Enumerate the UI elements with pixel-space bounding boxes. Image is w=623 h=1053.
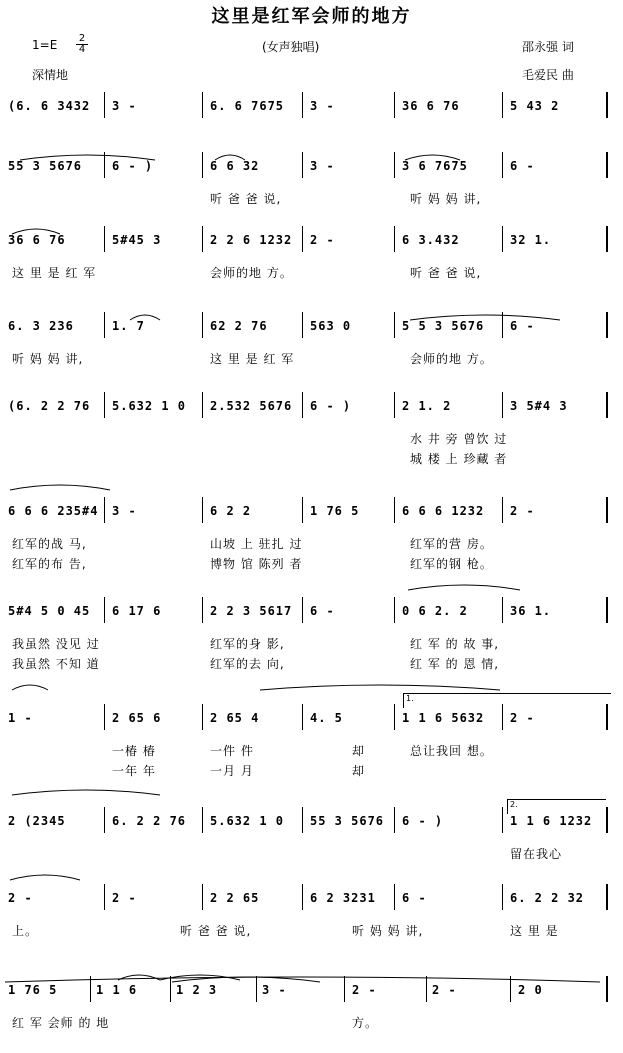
lyric-text: 上。: [12, 924, 39, 938]
time-top: 2: [78, 33, 86, 44]
barline: [104, 92, 105, 118]
slur-arc: [10, 875, 80, 880]
lyric-text: 一月 月: [210, 764, 254, 778]
barline: [202, 704, 203, 730]
barline: [606, 884, 608, 910]
barline: [502, 392, 503, 418]
lyric-text: 听 妈 妈 讲,: [410, 192, 482, 206]
lyric-line: [0, 845, 623, 863]
barline: [394, 226, 395, 252]
measure-notes: 3 -: [112, 99, 137, 113]
measure-notes: 6 -: [310, 604, 335, 618]
barline: [606, 92, 608, 118]
measure-notes: 6 -: [510, 159, 535, 173]
measure-notes: 6 2 2: [210, 504, 252, 518]
measure-notes: 2 65 4: [210, 711, 260, 725]
volta-bracket: 2.: [507, 799, 606, 814]
measure-notes: 1 1 6 5632: [402, 711, 485, 725]
barline: [426, 976, 427, 1002]
measure-notes: 3 -: [310, 159, 335, 173]
lyric-text: 留在我心: [510, 847, 563, 861]
barline: [344, 976, 345, 1002]
measure-notes: 5#4 5 0 45: [8, 604, 91, 618]
lyric-line: [0, 450, 623, 468]
barline: [104, 392, 105, 418]
measure-notes: 6 2 3231: [310, 891, 376, 905]
time-signature: [76, 34, 88, 55]
measure-notes: 32 1.: [510, 233, 552, 247]
lyric-line: [0, 264, 623, 282]
barline: [302, 884, 303, 910]
lyric-text: 红 军 的 恩 情,: [410, 657, 500, 671]
barline: [302, 704, 303, 730]
barline: [104, 704, 105, 730]
lyric-line: [0, 350, 623, 368]
measure-notes: 1 2 3: [176, 983, 218, 997]
notation-line: [0, 158, 623, 182]
measure-notes: 1 -: [8, 711, 33, 725]
lyric-text: 听 妈 妈 讲,: [12, 352, 84, 366]
notation-line: [0, 710, 623, 734]
lyric-line: [0, 742, 623, 760]
slur-arc: [12, 790, 160, 795]
barline: [104, 152, 105, 178]
slur-arc: [260, 685, 500, 690]
lyric-text: 方。: [352, 1016, 379, 1030]
barline: [502, 152, 503, 178]
barline: [394, 704, 395, 730]
measure-notes: 6 -: [402, 891, 427, 905]
lyric-text: 却: [352, 764, 366, 778]
notation-line: [0, 813, 623, 837]
barline: [302, 92, 303, 118]
lyric-text: 一件 件: [210, 744, 254, 758]
measure-notes: 2 1. 2: [402, 399, 452, 413]
lyric-text: 红军的营 房。: [410, 537, 493, 551]
measure-notes: 2 -: [510, 504, 535, 518]
key-text: 1=E: [32, 38, 58, 52]
measure-notes: 6 3.432: [402, 233, 460, 247]
lyric-text: 听 爸 爸 说,: [180, 924, 252, 938]
barline: [202, 884, 203, 910]
composer-credit: 毛爱民 曲: [522, 68, 574, 82]
measure-notes: 36 6 76: [8, 233, 66, 247]
measure-notes: 3 6 7675: [402, 159, 468, 173]
barline: [394, 497, 395, 523]
measure-notes: 2 -: [352, 983, 377, 997]
notation-line: [0, 318, 623, 342]
lyric-line: [0, 430, 623, 448]
measure-notes: 36 6 76: [402, 99, 460, 113]
measure-notes: 2 65 6: [112, 711, 162, 725]
barline: [104, 884, 105, 910]
barline: [394, 92, 395, 118]
barline: [170, 976, 171, 1002]
measure-notes: 6. 3 236: [8, 319, 74, 333]
measure-notes: 6. 2 2 32: [510, 891, 585, 905]
slur-arc: [12, 685, 48, 690]
barline: [302, 312, 303, 338]
measure-notes: 2 0: [518, 983, 543, 997]
measure-notes: 5.632 1 0: [210, 814, 285, 828]
barline: [104, 226, 105, 252]
tempo-marking: 深情地: [32, 68, 69, 82]
lyric-text: 红军的钢 枪。: [410, 557, 493, 571]
lyric-text: 一年 年: [112, 764, 156, 778]
measure-notes: 6. 6 7675: [210, 99, 285, 113]
barline: [394, 807, 395, 833]
barline: [394, 884, 395, 910]
lyric-text: 听 爸 爸 说,: [410, 266, 482, 280]
lyric-text: 我虽然 不知 道: [12, 657, 100, 671]
measure-notes: 2 2 6 1232: [210, 233, 293, 247]
barline: [302, 807, 303, 833]
barline: [394, 392, 395, 418]
lyric-text: 总让我回 想。: [410, 744, 493, 758]
barline: [510, 976, 511, 1002]
measure-notes: 6 - ): [310, 399, 352, 413]
measure-notes: 1. 7: [112, 319, 145, 333]
measure-notes: 1 76 5: [310, 504, 360, 518]
barline: [256, 976, 257, 1002]
measure-notes: 6 - ): [112, 159, 154, 173]
measure-notes: 6 6 6 1232: [402, 504, 485, 518]
notation-line: [0, 98, 623, 122]
measure-notes: 2 -: [432, 983, 457, 997]
barline: [104, 597, 105, 623]
lyric-line: [0, 655, 623, 673]
lyric-text: 城 楼 上 珍藏 者: [410, 452, 508, 466]
lyric-line: [0, 1014, 623, 1032]
lyric-text: 红 军 会师 的 地: [12, 1016, 110, 1030]
measure-notes: 62 2 76: [210, 319, 268, 333]
lyric-line: [0, 555, 623, 573]
measure-notes: 2 2 3 5617: [210, 604, 293, 618]
slur-arc: [118, 975, 160, 980]
measure-notes: 6 - ): [402, 814, 444, 828]
barline: [606, 597, 608, 623]
barline: [606, 226, 608, 252]
measure-notes: 3 5#4 3: [510, 399, 568, 413]
barline: [502, 92, 503, 118]
barline: [202, 392, 203, 418]
barline: [606, 976, 608, 1002]
lyric-text: 一椿 椿: [112, 744, 156, 758]
measure-notes: 2 -: [510, 711, 535, 725]
barline: [606, 392, 608, 418]
measure-notes: 2 2 65: [210, 891, 260, 905]
lyric-line: [0, 190, 623, 208]
lyric-text: 听 爸 爸 说,: [210, 192, 282, 206]
lyric-text: 听 妈 妈 讲,: [352, 924, 424, 938]
barline: [104, 497, 105, 523]
lyric-text: 红军的去 向,: [210, 657, 285, 671]
lyric-text: 红军的战 马,: [12, 537, 87, 551]
barline: [202, 497, 203, 523]
volta-bracket: 1.: [403, 693, 611, 708]
lyric-line: [0, 635, 623, 653]
barline: [394, 597, 395, 623]
measure-notes: 1 76 5: [8, 983, 58, 997]
measure-notes: 5 43 2: [510, 99, 560, 113]
measure-notes: 3 -: [310, 99, 335, 113]
lyric-text: 会师的地 方。: [410, 352, 493, 366]
barline: [302, 226, 303, 252]
notation-line: [0, 398, 623, 422]
lyric-text: 却: [352, 744, 366, 758]
notation-line: [0, 890, 623, 914]
barline: [394, 152, 395, 178]
barline: [202, 152, 203, 178]
measure-notes: 2 -: [112, 891, 137, 905]
lyric-text: 我虽然 没见 过: [12, 637, 100, 651]
measure-notes: 5.632 1 0: [112, 399, 187, 413]
barline: [90, 976, 91, 1002]
measure-notes: 6 6 32: [210, 159, 260, 173]
measure-notes: 5 5 3 5676: [402, 319, 485, 333]
measure-notes: 6 6 6 235#4: [8, 504, 99, 518]
measure-notes: 4. 5: [310, 711, 343, 725]
barline: [606, 152, 608, 178]
barline: [104, 807, 105, 833]
slur-arc: [160, 975, 240, 980]
lyric-line: [0, 535, 623, 553]
song-title: 这里是红军会师的地方: [211, 6, 412, 27]
measure-notes: 55 3 5676: [8, 159, 83, 173]
notation-line: [0, 232, 623, 256]
notation-line: [0, 503, 623, 527]
measure-notes: (6. 6 3432: [8, 99, 91, 113]
measure-notes: 1 1 6 1232: [510, 814, 593, 828]
measure-notes: 5#45 3: [112, 233, 162, 247]
barline: [606, 497, 608, 523]
key-signature: [32, 38, 57, 52]
measure-notes: 3 -: [262, 983, 287, 997]
measure-notes: 563 0: [310, 319, 352, 333]
time-bottom: 4: [76, 44, 88, 55]
barline: [302, 497, 303, 523]
barline: [202, 807, 203, 833]
barline: [606, 312, 608, 338]
lyricist-credit: 邵永强 词: [522, 40, 574, 54]
barline: [606, 807, 608, 833]
barline: [202, 226, 203, 252]
lyric-line: [0, 922, 623, 940]
measure-notes: 2 -: [8, 891, 33, 905]
lyric-text: 这 里 是 红 军: [210, 352, 295, 366]
barline: [502, 226, 503, 252]
barline: [502, 597, 503, 623]
measure-notes: 36 1.: [510, 604, 552, 618]
lyric-text: 会师的地 方。: [210, 266, 293, 280]
notation-line: [0, 603, 623, 627]
measure-notes: 2 -: [310, 233, 335, 247]
lyric-text: 博物 馆 陈列 者: [210, 557, 303, 571]
lyric-text: 红军的布 告,: [12, 557, 87, 571]
lyric-line: [0, 762, 623, 780]
barline: [202, 312, 203, 338]
measure-notes: 2.532 5676: [210, 399, 293, 413]
barline: [104, 312, 105, 338]
performance-note: (女声独唱): [262, 40, 320, 54]
measure-notes: 55 3 5676: [310, 814, 385, 828]
notation-line: [0, 982, 623, 1006]
barline: [502, 807, 503, 833]
barline: [502, 497, 503, 523]
measure-notes: (6. 2 2 76: [8, 399, 91, 413]
measure-notes: 1 1 6: [96, 983, 138, 997]
measure-notes: 2 (2345: [8, 814, 66, 828]
lyric-text: 这 里 是: [510, 924, 559, 938]
slur-arc: [10, 485, 110, 490]
measure-notes: 6 -: [510, 319, 535, 333]
lyric-text: 这 里 是 红 军: [12, 266, 97, 280]
lyric-text: 山坡 上 驻扎 过: [210, 537, 303, 551]
barline: [302, 392, 303, 418]
slur-arc: [408, 585, 520, 590]
barline: [202, 597, 203, 623]
barline: [302, 152, 303, 178]
measure-notes: 3 -: [112, 504, 137, 518]
measure-notes: 6 17 6: [112, 604, 162, 618]
lyric-text: 水 井 旁 曾饮 过: [410, 432, 508, 446]
barline: [394, 312, 395, 338]
barline: [502, 312, 503, 338]
measure-notes: 6. 2 2 76: [112, 814, 187, 828]
barline: [502, 884, 503, 910]
barline: [202, 92, 203, 118]
barline: [302, 597, 303, 623]
lyric-text: 红军的身 影,: [210, 637, 285, 651]
lyric-text: 红 军 的 故 事,: [410, 637, 500, 651]
measure-notes: 0 6 2. 2: [402, 604, 468, 618]
